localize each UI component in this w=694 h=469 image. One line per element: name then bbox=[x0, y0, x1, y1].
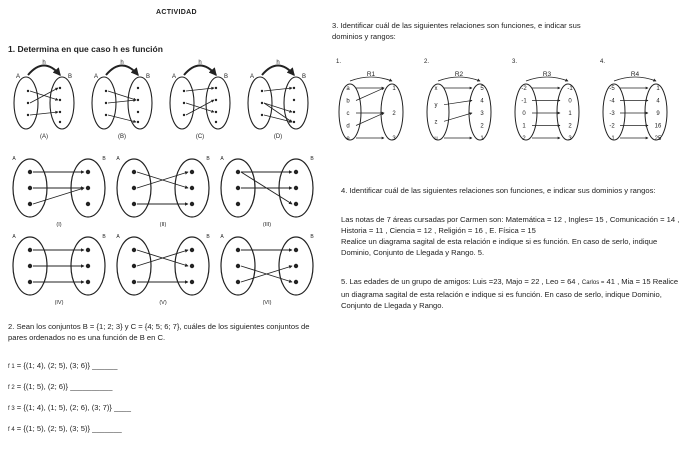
element-dot bbox=[215, 121, 217, 123]
domain-element: 1 bbox=[522, 123, 526, 130]
set-label: B bbox=[67, 74, 73, 80]
set-label: A bbox=[220, 234, 224, 240]
diagram-label: (V) bbox=[159, 300, 167, 306]
element-dot bbox=[132, 264, 136, 268]
relation-number: 3. bbox=[512, 59, 518, 65]
diagram-label: (I) bbox=[56, 222, 62, 228]
element-dot bbox=[59, 111, 61, 113]
codomain-element: 3 bbox=[568, 136, 572, 142]
element-dot bbox=[86, 186, 90, 190]
element-dot bbox=[132, 280, 136, 284]
curved-arrow bbox=[28, 66, 60, 76]
case-diagram bbox=[92, 60, 152, 140]
set-diagram bbox=[12, 234, 106, 306]
codomain-element: 2 bbox=[392, 111, 396, 117]
element-dot bbox=[183, 102, 185, 104]
q2-option: f 2 = {(1; 5), (2; 6)} __________ bbox=[8, 382, 113, 391]
relation-diagram bbox=[424, 59, 491, 142]
relation-diagram bbox=[512, 59, 579, 142]
element-dot bbox=[236, 248, 240, 252]
element-dot bbox=[183, 90, 185, 92]
element-dot bbox=[137, 121, 139, 123]
set-diagram bbox=[220, 156, 314, 228]
element-dot bbox=[28, 170, 32, 174]
mapping-arrow bbox=[264, 103, 292, 122]
domain-element: z bbox=[434, 119, 438, 126]
element-dot bbox=[236, 280, 240, 284]
mapping-arrow bbox=[356, 88, 384, 101]
codomain-element: 1 bbox=[392, 86, 396, 92]
set-label: A bbox=[15, 74, 21, 80]
set-label: A bbox=[93, 74, 99, 80]
element-dot bbox=[28, 186, 32, 190]
element-dot bbox=[261, 114, 263, 116]
mapping-arrow bbox=[264, 103, 292, 112]
domain-element: c bbox=[346, 111, 350, 117]
domain-element: x bbox=[434, 86, 438, 92]
domain-element: -1 bbox=[521, 98, 527, 105]
q3-statement: 3. Identificar cuál de las siguientes relaciones son funciones, e indicar sus dominios y rangos: bbox=[332, 21, 581, 41]
domain-element: b bbox=[346, 98, 350, 105]
set-ellipse bbox=[339, 84, 361, 140]
set-label: B bbox=[223, 74, 229, 80]
codomain-element: 16 bbox=[654, 123, 662, 130]
domain-element: y bbox=[434, 102, 438, 109]
activity-title: ACTIVIDAD bbox=[156, 9, 197, 16]
domain-element: a bbox=[346, 86, 350, 92]
set-ellipse bbox=[50, 77, 74, 129]
codomain-element: 4 bbox=[656, 98, 660, 105]
element-dot bbox=[105, 114, 107, 116]
set-label: A bbox=[116, 156, 120, 162]
set-ellipse bbox=[92, 77, 116, 129]
set-label: B bbox=[301, 74, 307, 80]
case-label: (B) bbox=[118, 134, 126, 140]
mapping-arrow bbox=[33, 188, 84, 204]
element-dot bbox=[59, 87, 61, 89]
set-diagram bbox=[12, 156, 106, 228]
element-dot bbox=[294, 170, 298, 174]
set-label: A bbox=[249, 74, 255, 80]
q4-paragraph-grades: Las notas de 7 áreas cursadas por Carmen son: Matemática = 12 , Ingles= 15 , Comunicación = 14 , Historia = 11 , Ciencia = 12 , Religión = 16 , E. Física = 15 bbox=[341, 215, 680, 235]
element-dot bbox=[28, 202, 32, 206]
element-dot bbox=[190, 202, 194, 206]
set-label: B bbox=[310, 156, 314, 162]
diagram-label: (VI) bbox=[262, 300, 272, 306]
element-dot bbox=[190, 280, 194, 284]
codomain-element: 4 bbox=[480, 98, 484, 105]
relation-name: R3 bbox=[542, 71, 552, 78]
set-diagram bbox=[116, 234, 210, 306]
q1-top-diagrams bbox=[0, 58, 325, 150]
q4-paragraph-instructions: Realice un diagrama sagital de esta relación e indique si es función. En caso de serlo, indique Dominio, Conjunto de Llegada y Rango. 5. bbox=[341, 237, 658, 257]
element-dot bbox=[28, 264, 32, 268]
element-dot bbox=[86, 280, 90, 284]
q1-set-diagrams bbox=[0, 150, 325, 312]
element-dot bbox=[293, 111, 295, 113]
element-dot bbox=[137, 99, 139, 101]
codomain-element: 0 bbox=[568, 98, 572, 105]
q2-statement: 2. Sean los conjuntos B = {1; 2; 3} y C = {4; 5; 6; 7}, cuáles de los siguientes conjuntos de pares ordenados no es una función de B en C. bbox=[8, 322, 310, 342]
domain-element: 0 bbox=[522, 111, 526, 117]
set-diagram bbox=[116, 156, 210, 228]
q1-heading: 1. Determina en que caso h es función bbox=[8, 44, 163, 54]
element-dot bbox=[86, 248, 90, 252]
set-label: A bbox=[220, 156, 224, 162]
element-dot bbox=[59, 99, 61, 101]
set-diagram bbox=[220, 234, 314, 306]
element-dot bbox=[190, 248, 194, 252]
relation-name: R1 bbox=[366, 71, 376, 78]
element-dot bbox=[293, 99, 295, 101]
q2-options bbox=[8, 360, 131, 436]
element-dot bbox=[294, 264, 298, 268]
codomain-element: 1 bbox=[568, 111, 572, 117]
mapping-arrow bbox=[186, 88, 214, 91]
codomain-element: 9 bbox=[656, 111, 660, 117]
set-label: B bbox=[145, 74, 151, 80]
set-label: B bbox=[102, 156, 106, 162]
element-dot bbox=[132, 186, 136, 190]
diagram-label: (II) bbox=[159, 222, 167, 228]
set-ellipse bbox=[14, 77, 38, 129]
element-dot bbox=[236, 186, 240, 190]
codomain-element: 5 bbox=[480, 86, 484, 92]
element-dot bbox=[236, 202, 240, 206]
codomain-element: 1 bbox=[480, 136, 484, 142]
diagram-label: (III) bbox=[262, 222, 272, 228]
curved-arrow bbox=[184, 66, 216, 76]
case-label: (A) bbox=[40, 134, 48, 140]
element-dot bbox=[294, 186, 298, 190]
arrow-label: h bbox=[276, 60, 280, 66]
diagram-label: (IV) bbox=[54, 300, 64, 306]
element-dot bbox=[86, 264, 90, 268]
codomain-element: 25 bbox=[654, 136, 662, 142]
q2-option: f 3 = {(1; 4), (1; 5), (2; 6), (3; 7)} ____ bbox=[8, 403, 131, 412]
q5-statement: 5. Las edades de un grupo de amigos: Luis =23, Majo = 22 , Leo = 64 , Carlos = 41 , Mia = 15 Realice un diagrama sagital de esta relación e indique si es función. En caso de serlo, indique Dominio, Conjunto de Llegada y Rango. bbox=[341, 277, 679, 310]
case-label: (C) bbox=[195, 134, 205, 140]
domain-element: -2 bbox=[521, 86, 527, 92]
element-dot bbox=[28, 248, 32, 252]
element-dot bbox=[294, 280, 298, 284]
set-ellipse bbox=[515, 84, 537, 140]
relation-name: R2 bbox=[454, 71, 464, 78]
mapping-arrow bbox=[264, 88, 292, 91]
element-dot bbox=[293, 87, 295, 89]
element-dot bbox=[261, 102, 263, 104]
element-dot bbox=[294, 202, 298, 206]
element-dot bbox=[215, 87, 217, 89]
relation-number: 4. bbox=[600, 59, 606, 65]
element-dot bbox=[190, 186, 194, 190]
domain-element: -3 bbox=[609, 111, 615, 117]
element-dot bbox=[236, 170, 240, 174]
set-label: B bbox=[206, 156, 210, 162]
set-label: B bbox=[310, 234, 314, 240]
domain-element: -5 bbox=[609, 86, 615, 92]
set-label: B bbox=[102, 234, 106, 240]
element-dot bbox=[215, 111, 217, 113]
element-dot bbox=[27, 114, 29, 116]
relation-name: R4 bbox=[630, 71, 640, 78]
set-label: A bbox=[116, 234, 120, 240]
element-dot bbox=[183, 114, 185, 116]
domain-element: -2 bbox=[609, 123, 615, 130]
element-dot bbox=[261, 90, 263, 92]
domain-element: e bbox=[346, 136, 350, 142]
element-dot bbox=[294, 248, 298, 252]
domain-element: d bbox=[346, 123, 350, 130]
domain-element: u bbox=[434, 136, 438, 142]
relation-number: 2. bbox=[424, 59, 430, 65]
domain-element: 2 bbox=[522, 136, 526, 142]
set-label: A bbox=[12, 234, 16, 240]
q2-option: f 4 = {(1; 5), (2; 5), (3; 5)} _______ bbox=[8, 424, 122, 433]
element-dot bbox=[28, 280, 32, 284]
element-dot bbox=[137, 111, 139, 113]
element-dot bbox=[27, 102, 29, 104]
arrow-label: h bbox=[198, 60, 202, 66]
q3-relations bbox=[330, 55, 690, 155]
element-dot bbox=[86, 202, 90, 206]
element-dot bbox=[132, 170, 136, 174]
set-ellipse bbox=[248, 77, 272, 129]
mapping-arrow bbox=[186, 100, 214, 115]
set-label: B bbox=[206, 234, 210, 240]
case-diagram bbox=[170, 60, 230, 140]
codomain-element: 3 bbox=[480, 111, 484, 117]
element-dot bbox=[190, 170, 194, 174]
arrow-label: h bbox=[42, 60, 46, 66]
element-dot bbox=[190, 264, 194, 268]
element-dot bbox=[132, 202, 136, 206]
curved-arrow bbox=[262, 66, 294, 76]
set-ellipse bbox=[427, 84, 449, 140]
q4-statement: 4. Identificar cuál de las siguientes relaciones son funciones, e indicar sus dominios y rangos: bbox=[341, 186, 656, 195]
mapping-arrow bbox=[108, 100, 136, 103]
element-dot bbox=[105, 102, 107, 104]
case-diagram bbox=[14, 60, 74, 140]
domain-element: -4 bbox=[609, 98, 615, 105]
element-dot bbox=[27, 90, 29, 92]
relation-number: 1. bbox=[336, 59, 342, 65]
case-label: (D) bbox=[273, 134, 283, 140]
mapping-arrow bbox=[108, 91, 136, 100]
element-dot bbox=[137, 87, 139, 89]
mapping-arrow bbox=[30, 88, 58, 103]
codomain-element: 1 bbox=[656, 86, 660, 92]
element-dot bbox=[105, 90, 107, 92]
set-ellipse bbox=[206, 77, 230, 129]
domain-element: -1 bbox=[609, 136, 615, 142]
element-dot bbox=[236, 264, 240, 268]
arrow-label: h bbox=[120, 60, 124, 66]
relation-diagram bbox=[600, 59, 667, 142]
element-dot bbox=[215, 99, 217, 101]
element-dot bbox=[86, 170, 90, 174]
codomain-element: -1 bbox=[567, 86, 573, 92]
codomain-element: 3 bbox=[392, 136, 396, 142]
q2-option: f 1 = {(1; 4), (2; 5), (3; 6)} ______ bbox=[8, 361, 118, 370]
case-diagram bbox=[248, 60, 308, 140]
codomain-element: 2 bbox=[480, 123, 484, 130]
set-label: A bbox=[12, 156, 16, 162]
curved-arrow bbox=[106, 66, 138, 76]
element-dot bbox=[132, 248, 136, 252]
codomain-element: 2 bbox=[568, 123, 572, 130]
mapping-arrow bbox=[444, 113, 472, 121]
set-ellipse bbox=[170, 77, 194, 129]
set-label: A bbox=[171, 74, 177, 80]
element-dot bbox=[59, 121, 61, 123]
relation-diagram bbox=[336, 59, 403, 142]
element-dot bbox=[293, 121, 295, 123]
mapping-arrow bbox=[30, 112, 58, 115]
